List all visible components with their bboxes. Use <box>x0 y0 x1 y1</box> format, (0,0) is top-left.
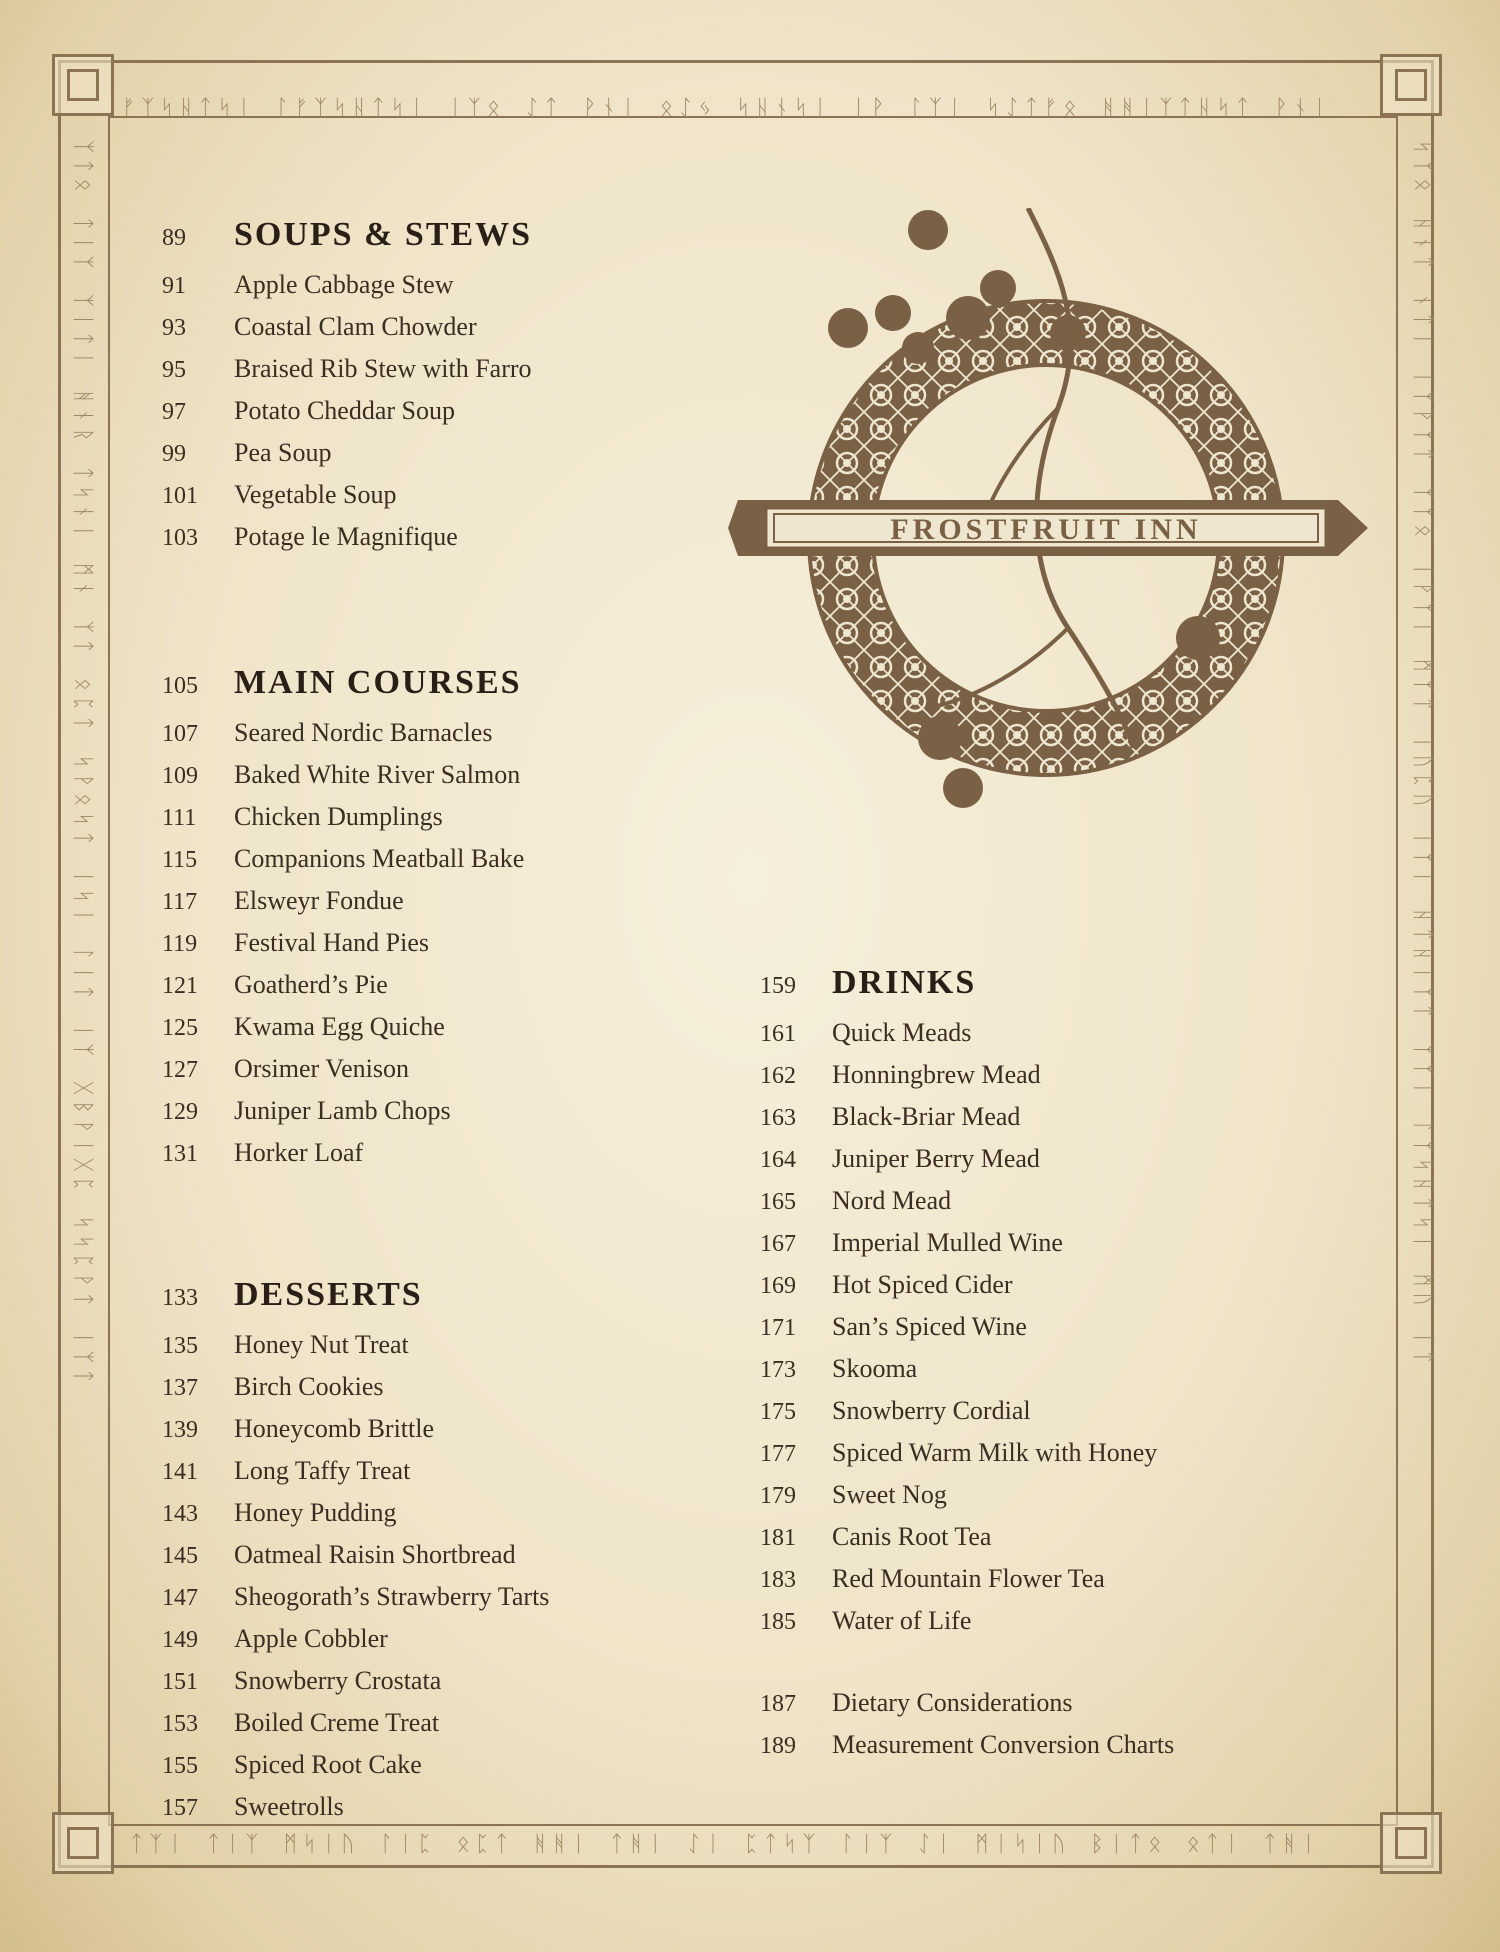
toc-entry[interactable] <box>162 354 682 396</box>
entry-title: San’s Spiced Wine <box>832 1312 1027 1341</box>
toc-entry[interactable] <box>760 1060 1320 1102</box>
section-title: SOUPS & STEWS <box>234 216 533 253</box>
entry-page-number: 135 <box>162 1333 198 1359</box>
entry-title: Apple Cabbage Stew <box>234 270 454 299</box>
toc-entry[interactable] <box>162 1750 682 1792</box>
section-main-courses <box>162 664 682 1180</box>
entry-page-number: 149 <box>162 1627 198 1653</box>
toc-column-right <box>760 964 1320 1772</box>
toc-entry[interactable] <box>162 1792 682 1834</box>
toc-entry[interactable] <box>760 1270 1320 1312</box>
toc-entry[interactable] <box>162 1708 682 1750</box>
entry-title: Kwama Egg Quiche <box>234 1012 445 1041</box>
berry <box>1050 315 1086 351</box>
entry-title: Horker Loaf <box>234 1138 364 1167</box>
entry-title: Chicken Dumplings <box>234 802 443 831</box>
entry-page-number: 139 <box>162 1417 198 1443</box>
berry <box>1176 616 1220 660</box>
section-page-number: 89 <box>162 225 186 251</box>
entry-title: Sweet Nog <box>832 1480 947 1509</box>
berry <box>946 296 990 340</box>
toc-entry[interactable] <box>760 1186 1320 1228</box>
entry-title: Nord Mead <box>832 1186 952 1215</box>
section-extras <box>760 1688 1320 1772</box>
entry-page-number: 163 <box>760 1105 796 1131</box>
toc-entry[interactable] <box>162 1582 682 1624</box>
entry-page-number: 137 <box>162 1375 198 1401</box>
toc-entry[interactable] <box>162 1096 682 1138</box>
entry-title: Juniper Berry Mead <box>832 1144 1040 1173</box>
entry-page-number: 91 <box>162 273 186 299</box>
entry-title: Water of Life <box>832 1606 972 1635</box>
entry-page-number: 119 <box>162 931 198 957</box>
toc-entry[interactable] <box>162 1054 682 1096</box>
entry-page-number: 167 <box>760 1231 796 1257</box>
section-heading-drinks[interactable] <box>760 964 1320 1018</box>
entry-page-number: 183 <box>760 1567 796 1593</box>
entry-title: Elsweyr Fondue <box>234 886 404 915</box>
logo-banner-text: FROSTFRUIT INN <box>890 513 1202 546</box>
entry-page-number: 97 <box>162 399 186 425</box>
section-soups-stews <box>162 216 682 564</box>
corner-ornament-bottom-right <box>1380 1812 1442 1874</box>
rune-border-left: ᛉᛏᛟ ᛏᛁᛉ ᛉᛁᛏᛁ ᚻᚾᚱ ᛏᛋᚾᛁ ᛗᚾ ᛉᛏ ᛟᛈᛏ ᛋᚹᛟᛋᛏ ᛁᛋᛁ ᛚᛁᛏ ᛁᛉ ᚷᛒᚹᛁᚷᛈ ᛋᛋᛈᚹᛏ ᛁᛉᛏ <box>70 140 95 1389</box>
entry-title: Spiced Warm Milk with Honey <box>832 1438 1158 1467</box>
berry <box>980 270 1016 306</box>
entry-title: Companions Meatball Bake <box>234 844 525 873</box>
toc-entry[interactable] <box>760 1354 1320 1396</box>
entry-title: Braised Rib Stew with Farro <box>234 354 532 383</box>
corner-ornament-top-left <box>52 54 114 116</box>
entry-page-number: 175 <box>760 1399 796 1425</box>
toc-entry[interactable] <box>162 1456 682 1498</box>
toc-entry[interactable] <box>760 1564 1320 1606</box>
entry-page-number: 93 <box>162 315 186 341</box>
entry-title: Canis Root Tea <box>832 1522 992 1551</box>
section-heading-soups-stews[interactable] <box>162 216 682 270</box>
section-title: DESSERTS <box>234 1276 423 1313</box>
entry-title: Sweetrolls <box>234 1792 344 1821</box>
entry-title: Goatherd’s Pie <box>234 970 388 999</box>
berry <box>918 716 962 760</box>
toc-entry[interactable] <box>162 1372 682 1414</box>
berry <box>902 332 934 364</box>
toc-entry[interactable] <box>162 760 682 802</box>
toc-entry[interactable] <box>162 886 682 928</box>
section-heading-main-courses[interactable] <box>162 664 682 718</box>
section-desserts <box>162 1276 682 1834</box>
toc-entry[interactable] <box>162 396 682 438</box>
entry-title: Red Mountain Flower Tea <box>832 1564 1105 1593</box>
entry-page-number: 181 <box>760 1525 796 1551</box>
corner-ornament-top-right <box>1380 54 1442 116</box>
entry-page-number: 109 <box>162 763 198 789</box>
entry-title: Dietary Considerations <box>832 1688 1073 1717</box>
entry-title: Honey Pudding <box>234 1498 397 1527</box>
entry-title: Birch Cookies <box>234 1372 384 1401</box>
entry-page-number: 169 <box>760 1273 796 1299</box>
entry-title: Quick Meads <box>832 1018 972 1047</box>
toc-entry[interactable] <box>162 1540 682 1582</box>
section-title: MAIN COURSES <box>234 664 522 701</box>
entry-title: Honey Nut Treat <box>234 1330 409 1359</box>
entry-title: Imperial Mulled Wine <box>832 1228 1063 1257</box>
entry-title: Honningbrew Mead <box>832 1060 1041 1089</box>
entry-title: Festival Hand Pies <box>234 928 429 957</box>
entry-title: Skooma <box>832 1354 918 1383</box>
entry-page-number: 171 <box>760 1315 796 1341</box>
toc-entry[interactable] <box>162 844 682 886</box>
entry-page-number: 151 <box>162 1669 198 1695</box>
rune-border-top: ᚠᛉᛋᚺᛏᛋᛁ ᛚᚠᛉᛋᚺᛏᛋᛁ ᛁᛉᛟ ᛇᛏ ᚹᚾᛁ ᛟᛇᛃ ᛋᚺᚾᛋᛁ ᛁᚹ ᛚᛉᛁ ᛋᛇᛏᚠᛟ ᚻᚻᛁᛉᛏᚺᛋᛏ ᚹᚾᛁ <box>122 96 1333 121</box>
toc-entry[interactable] <box>162 718 682 760</box>
toc-entry[interactable] <box>162 270 682 312</box>
toc-entry[interactable] <box>162 480 682 522</box>
toc-column-left <box>162 216 682 1834</box>
entry-page-number: 145 <box>162 1543 198 1569</box>
entry-page-number: 157 <box>162 1795 198 1821</box>
entry-page-number: 161 <box>760 1021 796 1047</box>
toc-entry[interactable] <box>760 1396 1320 1438</box>
berry <box>908 210 948 250</box>
toc-entry[interactable] <box>760 1228 1320 1270</box>
entry-title: Baked White River Salmon <box>234 760 521 789</box>
section-page-number: 159 <box>760 973 796 999</box>
toc-entry[interactable] <box>760 1144 1320 1186</box>
toc-entry[interactable] <box>760 1606 1320 1648</box>
entry-title: Snowberry Crostata <box>234 1666 442 1695</box>
entry-title: Honeycomb Brittle <box>234 1414 435 1443</box>
logo-banner <box>728 500 1368 556</box>
entry-page-number: 125 <box>162 1015 198 1041</box>
entry-page-number: 121 <box>162 973 198 999</box>
entry-title: Spiced Root Cake <box>234 1750 422 1779</box>
toc-entry[interactable] <box>760 1522 1320 1564</box>
section-page-number: 133 <box>162 1285 198 1311</box>
toc-entry[interactable] <box>162 1666 682 1708</box>
entry-title: Potato Cheddar Soup <box>234 396 455 425</box>
entry-page-number: 165 <box>760 1189 796 1215</box>
section-page-number: 105 <box>162 673 198 699</box>
section-drinks <box>760 964 1320 1648</box>
toc-entry[interactable] <box>760 1312 1320 1354</box>
entry-page-number: 107 <box>162 721 198 747</box>
entry-page-number: 111 <box>162 805 197 831</box>
toc-entry[interactable] <box>162 1624 682 1666</box>
entry-page-number: 99 <box>162 441 186 467</box>
toc-entry[interactable] <box>162 970 682 1012</box>
toc-entry[interactable] <box>760 1102 1320 1144</box>
entry-page-number: 187 <box>760 1691 796 1717</box>
entry-title: Measurement Conversion Charts <box>832 1730 1175 1759</box>
toc-entry[interactable] <box>162 312 682 354</box>
entry-title: Long Taffy Treat <box>234 1456 411 1485</box>
entry-title: Orsimer Venison <box>234 1054 410 1083</box>
entry-title: Hot Spiced Cider <box>832 1270 1013 1299</box>
entry-title: Sheogorath’s Strawberry Tarts <box>234 1582 550 1611</box>
berry <box>875 295 911 331</box>
section-title: DRINKS <box>832 964 977 1001</box>
toc-entry[interactable] <box>760 1730 1320 1772</box>
rune-border-bottom: ᛏᛉᛁ ᛏᛁᛉ ᛗᛋᛁᚢ ᛚᛁᛈ ᛟᛈᛏ ᚻᚻᛁ ᛏᚻᛁ ᛇᛁ ᛈᛏᛋᛉ ᛚᛁᛉ ᛇᛁ ᛗᛁᛋᛁᚢ ᛒᛁᛏᛟ ᛟᛏᛁ ᛏᚻᛁ <box>130 1832 1322 1857</box>
entry-page-number: 173 <box>760 1357 796 1383</box>
entry-title: Boiled Creme Treat <box>234 1708 440 1737</box>
entry-title: Oatmeal Raisin Shortbread <box>234 1540 516 1569</box>
entry-title: Pea Soup <box>234 438 332 467</box>
toc-entry[interactable] <box>162 522 682 564</box>
section-heading-desserts[interactable] <box>162 1276 682 1330</box>
entry-page-number: 129 <box>162 1099 198 1125</box>
entry-title: Potage le Magnifique <box>234 522 458 551</box>
entry-page-number: 189 <box>760 1733 796 1759</box>
toc-entry[interactable] <box>760 1480 1320 1522</box>
entry-page-number: 115 <box>162 847 198 873</box>
toc-entry[interactable] <box>162 1138 682 1180</box>
toc-entry[interactable] <box>162 1498 682 1540</box>
toc-entry[interactable] <box>162 928 682 970</box>
entry-page-number: 164 <box>760 1147 796 1173</box>
entry-page-number: 143 <box>162 1501 198 1527</box>
frostfruit-inn-emblem <box>728 208 1368 818</box>
entry-title: Snowberry Cordial <box>832 1396 1031 1425</box>
entry-page-number: 131 <box>162 1141 198 1167</box>
toc-entry[interactable] <box>162 1414 682 1456</box>
entry-title: Coastal Clam Chowder <box>234 312 477 341</box>
corner-ornament-bottom-left <box>52 1812 114 1874</box>
frostfruit-branch <box>1028 208 1133 748</box>
toc-entry[interactable] <box>162 802 682 844</box>
entry-page-number: 127 <box>162 1057 198 1083</box>
entry-page-number: 117 <box>162 889 198 915</box>
toc-entry[interactable] <box>162 1012 682 1054</box>
berry <box>943 768 983 808</box>
berry <box>828 308 868 348</box>
entry-title: Seared Nordic Barnacles <box>234 718 493 747</box>
entry-title: Vegetable Soup <box>234 480 397 509</box>
entry-page-number: 153 <box>162 1711 198 1737</box>
rune-border-right: ᛋᛉᛟ ᚺᚾᛏ ᚾᛏᛁ ᛁᛉᚹᛉᛏ ᛉᛉᛟ ᛁᚹᛉᛁ ᛗᛉᛏ ᛁᚢᛈᚢ ᛁᛉᛁ ᚺᛏᚺᛁᛉᛏ ᛉᛉᛁ ᛚᛉᛋᚺᛏᛋᛁ ᛗᚢ ᛁᛏ <box>1410 140 1435 1370</box>
entry-page-number: 185 <box>760 1609 796 1635</box>
entry-page-number: 147 <box>162 1585 198 1611</box>
toc-entry[interactable] <box>760 1438 1320 1480</box>
entry-page-number: 101 <box>162 483 198 509</box>
toc-entry[interactable] <box>760 1018 1320 1060</box>
entry-page-number: 179 <box>760 1483 796 1509</box>
toc-entry[interactable] <box>760 1688 1320 1730</box>
toc-entry[interactable] <box>162 438 682 480</box>
entry-title: Juniper Lamb Chops <box>234 1096 451 1125</box>
entry-page-number: 162 <box>760 1063 796 1089</box>
entry-page-number: 155 <box>162 1753 198 1779</box>
entry-page-number: 95 <box>162 357 186 383</box>
entry-title: Black-Briar Mead <box>832 1102 1021 1131</box>
entry-page-number: 141 <box>162 1459 198 1485</box>
entry-page-number: 103 <box>162 525 198 551</box>
entry-title: Apple Cobbler <box>234 1624 388 1653</box>
toc-entry[interactable] <box>162 1330 682 1372</box>
entry-page-number: 177 <box>760 1441 796 1467</box>
